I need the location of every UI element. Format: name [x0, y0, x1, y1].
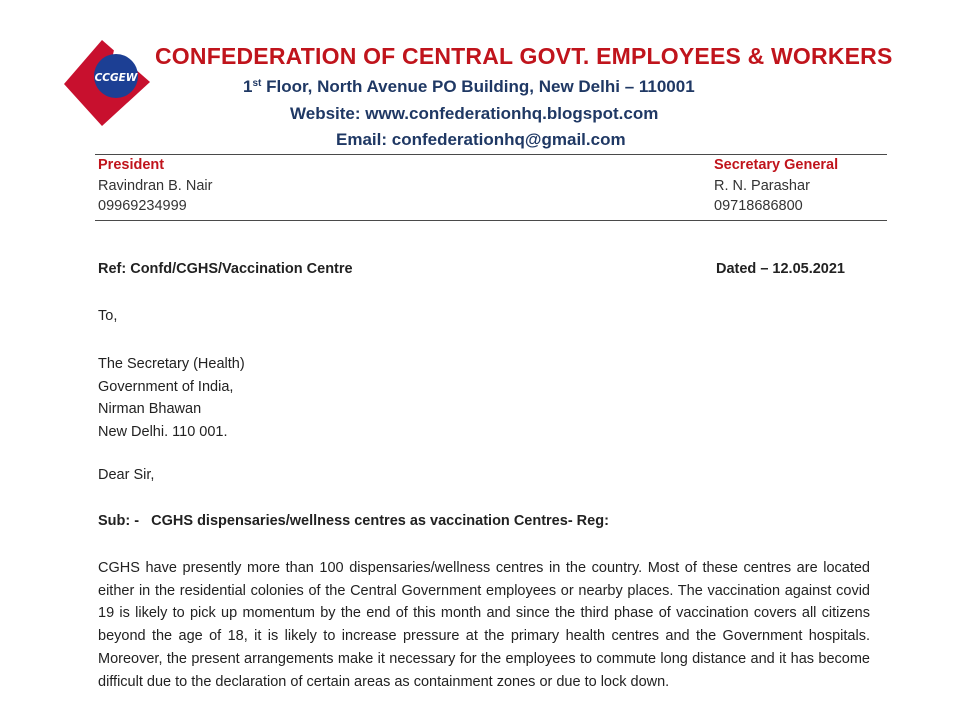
header-bottom-rule — [95, 220, 887, 221]
subject-line: Sub: - CGHS dispensaries/wellness centres as vaccination Centres- Reg: — [98, 513, 609, 529]
to-line: To, — [98, 308, 118, 324]
ccgew-logo-icon — [62, 38, 152, 128]
reference-line: Ref: Confd/CGHS/Vaccination Centre — [98, 261, 353, 277]
recipient-line: Nirman Bhawan — [98, 401, 202, 417]
salutation: Dear Sir, — [98, 467, 155, 483]
secretary-name: R. N. Parashar — [714, 177, 810, 194]
email-line: Email: confederationhq@gmail.com — [336, 130, 626, 149]
body-paragraph: CGHS have presently more than 100 dispensaries/wellness centres in the country. Most of these centres are located either in the residential colonies of the Central Government employees or nearby places. The vaccination against covid 19 is likely to pick up momentum by the end of this month and since the third phase of vaccination covers all citizens beyond the age of 18, it is likely to increase pressure at the primary health centres and the Government hospitals. Moreover, the present arrangements make it necessary for the employees to commute long distance and it has become difficult due to the declaration of certain areas as containment zones or due to lock down. — [98, 560, 870, 690]
recipient-line: New Delhi. 110 001. — [98, 423, 228, 440]
president-name: Ravindran B. Nair — [98, 177, 213, 194]
secretary-phone: 09718686800 — [714, 198, 803, 214]
address-line — [243, 77, 695, 97]
date-line: Dated – 12.05.2021 — [716, 261, 845, 277]
organization-title: CONFEDERATION OF CENTRAL GOVT. EMPLOYEES & WORKERS — [155, 43, 893, 69]
recipient-address — [98, 353, 245, 443]
address-floor-number: 1 — [243, 77, 253, 96]
secretary-block — [714, 155, 838, 217]
president-block — [98, 155, 212, 217]
address-floor-superscript: st — [252, 78, 262, 89]
president-phone: 09969234999 — [98, 198, 187, 214]
recipient-line: The Secretary (Health) — [98, 356, 245, 372]
president-role: President — [98, 157, 165, 173]
website-line: Website: www.confederationhq.blogspot.com — [290, 104, 659, 123]
address-rest: Floor, North Avenue PO Building, New Delhi – 110001 — [261, 77, 695, 96]
recipient-line: Government of India, — [98, 378, 234, 395]
logo-text: CCGEW — [94, 72, 138, 84]
secretary-role: Secretary General — [714, 157, 839, 173]
